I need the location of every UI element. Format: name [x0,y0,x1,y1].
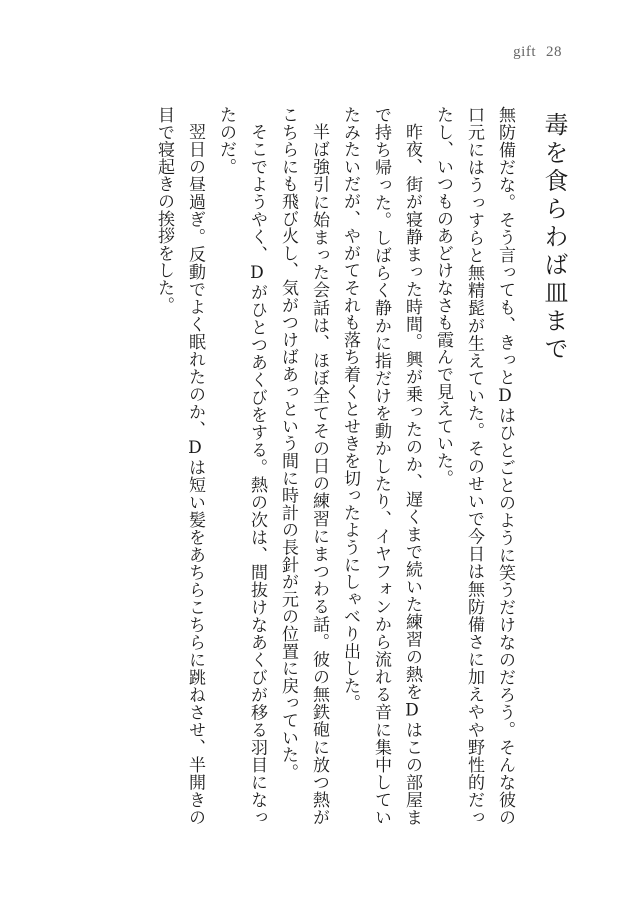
running-head [513,44,562,61]
chapter-title: 毒を食らわば皿まで [540,112,568,364]
book-title: gift [513,44,536,60]
vertical-text-body [148,106,566,826]
paragraph-2: 昨夜、街が寝静まった時間。興が乗ったのか、遅くまで続いた練習の熱をDはこの部屋まで持ち帰った。しばらく静かに指だけを動かしたり、イヤフォンから流れる音に集中していたみたいだが、やがてそれも落ち着くとせきを切ったようにしゃべり出した。 [340,106,422,826]
paragraph-4: そこでようやく、Dがひとつあくびをする。熱の次は、間抜けなあくびが移る羽目になったのだ。 [216,106,267,826]
paragraph-1: 無防備だな。そう言っても、きっとDはひとごとのように笑うだけなのだろう。そんな彼の口元にはうっすらと無精髭が生えていた。そのせいで今日は無防備さに加えやや野性的だったし、いつものあどけなさも霞んで見えていた。 [433,106,515,826]
paragraph-5: 翌日の昼過ぎ。反動でよく眠れたのか、Dは短い髪をあちらこちらに跳ねさせ、半開きの目で寝起きの挨拶をした。 [154,106,205,826]
paragraph-3: 半ば強引に始まった会話は、ほぼ全てその日の練習にまつわる話。彼の無鉄砲に放つ熱がこちらにも飛び火し、気がつけばあっという間に時計の長針が元の位置に戻っていた。 [278,106,329,826]
page-number: 28 [546,44,562,60]
